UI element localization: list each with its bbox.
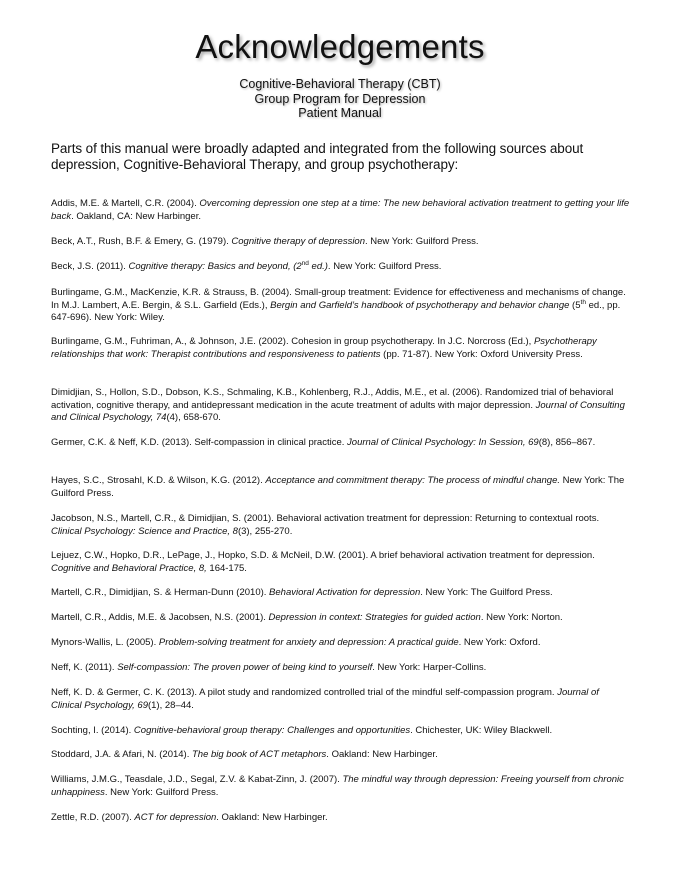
reference-item: Neff, K. D. & Germer, C. K. (2013). A pilot study and randomized controlled trial of the mindful self-compassion program. Journal of Clinical Psychology, 69(1), 28–44. <box>51 687 599 711</box>
reference-item: Dimidjian, S., Hollon, S.D., Dobson, K.S., Schmaling, K.B., Kohlenberg, R.J., Addis, M.E., et al. (2006). Randomized trial of behavioral activation, cognitive therapy, and antidepressant medication in the acute treatment of adults with major depression. Journal of Consulting and Clinical Psychology, 74(4), 658-670. <box>51 387 625 423</box>
reference-item: Martell, C.R., Dimidjian, S. & Herman-Dunn (2010). Behavioral Activation for depression. New York: The Guilford Press. <box>51 587 553 598</box>
page-title: Acknowledgements <box>195 28 485 65</box>
reference-item: Burlingame, G.M., Fuhriman, A., & Johnson, J.E. (2002). Cohesion in group psychotherapy. In J.C. Norcross (Ed.), Psychotherapy relationships that work: Therapist contributions and responsiveness to patients (pp. 71-87). New York: Oxford University Press. <box>51 336 597 360</box>
subtitle-block <box>0 77 680 121</box>
reference-item: Mynors-Wallis, L. (2005). Problem-solving treatment for anxiety and depression: A practical guide. New York: Oxford. <box>51 637 541 648</box>
reference-item: Sochting, I. (2014). Cognitive-behavioral group therapy: Challenges and opportunities. Chichester, UK: Wiley Blackwell. <box>51 725 553 736</box>
intro-paragraph: Parts of this manual were broadly adapted and integrated from the following sources about depression, Cognitive-Behavioral Therapy, and group psychotherapy: <box>51 141 584 172</box>
subtitle-line: Group Program for Depression <box>254 91 426 106</box>
reference-item: Addis, M.E. & Martell, C.R. (2004). Overcoming depression one step at a time: The new behavioral activation treatment to getting your life back. Oakland, CA: New Harbinger. <box>51 198 630 222</box>
subtitle-line: Patient Manual <box>298 106 382 120</box>
reference-item: Hayes, S.C., Strosahl, K.D. & Wilson, K.G. (2012). Acceptance and commitment therapy: The process of mindful change. New York: The Guilford Press. <box>51 475 625 499</box>
reference-item: Martell, C.R., Addis, M.E. & Jacobsen, N.S. (2001). Depression in context: Strategies for guided action. New York: Norton. <box>51 612 563 623</box>
reference-item: Williams, J.M.G., Teasdale, J.D., Segal, Z.V. & Kabat-Zinn, J. (2007). The mindful way through depression: Freeing yourself from chronic unhappiness. New York: Guilford Press. <box>51 774 624 798</box>
reference-item: Jacobson, N.S., Martell, C.R., & Dimidjian, S. (2001). Behavioral activation treatment for depression: Returning to contextual roots. Clinical Psychology: Science and Practice, 8(3), 255-270. <box>51 513 600 537</box>
reference-item: Stoddard, J.A. & Afari, N. (2014). The big book of ACT metaphors. Oakland: New Harbinger. <box>51 749 438 760</box>
reference-item: Beck, J.S. (2011). Cognitive therapy: Basics and beyond, (2nd ed.). New York: Guilford Press. <box>51 259 442 272</box>
reference-item: Neff, K. (2011). Self-compassion: The proven power of being kind to yourself. New York: Harper-Collins. <box>51 662 487 673</box>
reference-item: Burlingame, G.M., MacKenzie, K.R. & Strauss, B. (2004). Small-group treatment: Evidence for effectiveness and mechanisms of change. In M.J. Lambert, A.E. Bergin, & S.L. Garfield (Eds.), Bergin and Garfield’s handbook of psychotherapy and behavior change (5th ed., pp. 647-696). New York: Wiley. <box>51 287 626 323</box>
reference-item: Lejuez, C.W., Hopko, D.R., LePage, J., Hopko, S.D. & McNeil, D.W. (2001). A brief behavioral activation treatment for depression. Cognitive and Behavioral Practice, 8, 164-175. <box>51 550 595 574</box>
reference-item: Beck, A.T., Rush, B.F. & Emery, G. (1979). Cognitive therapy of depression. New York: Guilford Press. <box>51 236 479 247</box>
reference-item: Zettle, R.D. (2007). ACT for depression. Oakland: New Harbinger. <box>51 812 328 823</box>
subtitle-line: Cognitive-Behavioral Therapy (CBT) <box>239 77 441 91</box>
reference-item: Germer, C.K. & Neff, K.D. (2013). Self-compassion in clinical practice. Journal of Clinical Psychology: In Session, 69(8), 856–867. <box>51 437 596 448</box>
